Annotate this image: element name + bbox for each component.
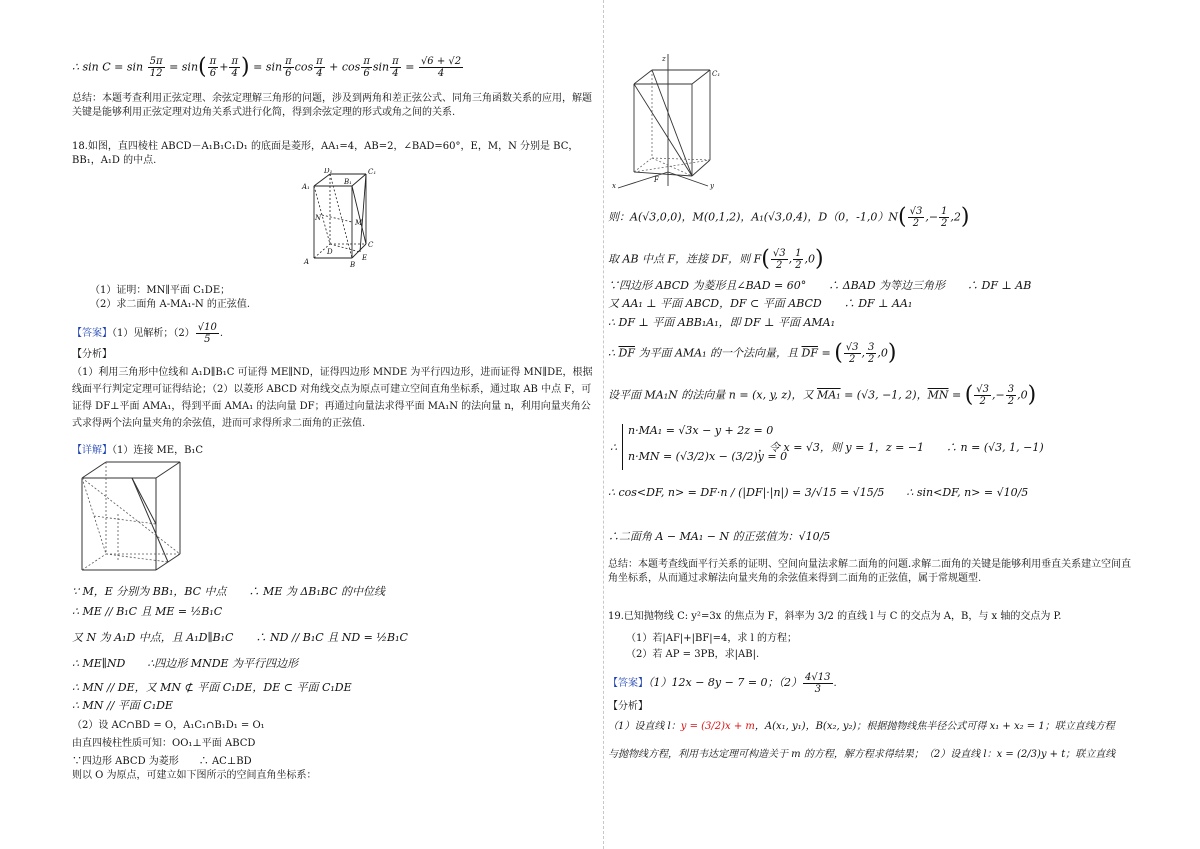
- analysis-18: （1）利用三角形中位线和 A₁D∥B₁C 可证得 ME∥ND，证得四边形 MNDE 为平行四边形，进而证得 MN∥DE，根据线面平行判定定理可证得结论；（2）以菱形 ABCD 对角线交点为原点可建立空间直角坐标系，通过取 AB 中点 F，可证得 DF⊥平面 AMA₁，得到平面 AMA₁ 的法向量 DF；再通过向量法求得平面 MA₁N 的法向量 n，利用向量夹角公式求得两个法向量夹角的余弦值，进而可求得所求二面角的正弦值.: [72, 367, 593, 429]
- line-r2: 取 AB 中点 F，连接 DF，则 F( $\frac{√3}{2}$ , $\frac{1}{2}$ ,0): [608, 246, 824, 272]
- analysis-label: 【分析】: [72, 349, 112, 360]
- line-1: ∵ M，E 分别为 BB₁，BC 中点 ∴ ME 为 ΔB₁BC 的中位线: [72, 585, 385, 598]
- column-divider: [603, 0, 604, 849]
- question-18-part1: （1）证明：MN∥平面 C₁DE；: [90, 285, 231, 296]
- line-4: ∴ ME∥ND ∴四边形 MNDE 为平行四边形: [72, 657, 299, 670]
- question-19-part2: （2）若 AP = 3PB，求|AB|.: [626, 649, 760, 660]
- question-19: 19.已知抛物线 C: y²=3x 的焦点为 F，斜率为 3/2 的直线 l 与 C 的交点为 A，B，与 x 轴的交点为 P.: [608, 611, 1062, 622]
- question-18-part2: （2）求二面角 A-MA₁-N 的正弦值.: [90, 299, 251, 310]
- analysis-19-red-eq: y = (3/2)x + m: [680, 721, 755, 732]
- line-r10: ∴二面角 A − MA₁ − N 的正弦值为：√10/5: [608, 530, 831, 543]
- fig3-label-x: x: [612, 182, 616, 190]
- fig-label-A1: A₁: [302, 183, 310, 191]
- line-3: 又 N 为 A₁D 中点，且 A₁D∥B₁C ∴ ND // B₁C 且 ND = ½B₁C: [72, 631, 408, 644]
- answer-19-text: （1）12x − 8y − 7 = 0；（2）: [648, 676, 803, 689]
- equation-solve: ，令 x = √3，则 y = 1，z = −1 ∴ n = (√3, 1, −1): [758, 441, 1044, 454]
- fig3-label-z: z: [662, 55, 666, 63]
- answer-19-num: 4√13: [805, 672, 831, 683]
- answer-19-den: 3: [814, 684, 821, 695]
- right-column: [608, 0, 1138, 849]
- fig-label-A: A: [304, 258, 310, 266]
- prism-figure: [300, 168, 380, 268]
- answer-19-value: [803, 672, 832, 695]
- analysis-19-line1: [608, 720, 1115, 734]
- equation-system-brace: [622, 424, 623, 470]
- answer-19-label: 【答案】: [608, 678, 648, 689]
- line-9: ∵四边形 ABCD 为菱形 ∴ AC⊥BD: [72, 756, 252, 767]
- detail-label: 【详解】: [72, 445, 112, 456]
- line-r5: ∴ DF ⊥ 平面 ABB₁A₁，即 DF ⊥ 平面 AMA₁: [608, 316, 835, 329]
- therefore-symbol: ∴: [610, 441, 617, 454]
- fig3-label-F: F: [654, 176, 659, 184]
- answer-18: 【答案】（1）见解析；（2） $\frac{√10}{5}$ .: [72, 322, 224, 345]
- question-18: 18.如图，直四棱柱 ABCD－A₁B₁C₁D₁ 的底面是菱形，AA₁=4，AB=2，∠BAD=60°，E，M，N 分别是 BC，BB₁，A₁D 的中点.: [72, 141, 579, 166]
- line-8: 由直四棱柱性质可知：OO₁⊥平面 ABCD: [72, 738, 256, 749]
- left-column: [72, 0, 600, 849]
- fig-label-N: N: [315, 214, 322, 222]
- answer-19: 【答案】（1）12x − 8y − 7 = 0；（2） $\frac{4√13}{3}$ .: [608, 672, 837, 695]
- sinC-derivation: ∴ sin C = sin $\frac{5\pi}{12}$ = sin( $\frac{\pi}{6}$ + $\frac{\pi}{4}$ ) = sin $\frac{\pi}{6}$ cos $\frac{\pi}{4}$ + cos $\frac{\pi}{6}$ sin $\frac{\pi}{4}$ = $\frac{√6 + √2}{4}$: [72, 54, 462, 80]
- question-19-part1: （1）若|AF|+|BF|=4，求 l 的方程；: [626, 633, 797, 644]
- fig-label-C: C: [368, 241, 374, 249]
- line-r4: 又 AA₁ ⊥ 平面 ABCD，DF ⊂ 平面 ABCD ∴ DF ⊥ AA₁: [608, 297, 913, 310]
- analysis-19-line2: 与抛物线方程，利用韦达定理可构造关于 m 的方程，解方程求得结果；（2）设直线 l：x = (2/3)y + t；联立直线: [608, 749, 1116, 760]
- coords-line: 则：A(√3,0,0)，M(0,1,2)，A₁(√3,0,4)，D（0，-1,0）N( $\frac{√3}{2}$ ,− $\frac{1}{2}$ ,2): [608, 204, 970, 230]
- fig-label-E: E: [362, 254, 368, 262]
- fig3-label-y: y: [710, 182, 714, 190]
- line-r9: ∴ cos<DF, n> = DF·n / (|DF|·|n|) = 3/√15 = √15/5 ∴ sin<DF, n> = √10/5: [608, 486, 1029, 499]
- line-r3: ∵四边形 ABCD 为菱形且∠BAD = 60° ∴ ΔBAD 为等边三角形 ∴ DF ⊥ AB: [608, 279, 1032, 292]
- summary-17: 总结：本题考查利用正弦定理、余弦定理解三角形的问题，涉及到两角和差正弦公式、同角三角函数关系的应用，解题关键是能够利用正弦定理对边角关系式进行化简，得到余弦定理的形式或角之间的关系.: [72, 93, 592, 118]
- summary-18: 总结：本题考查线面平行关系的证明、空间向量法求解二面角的问题.求解二面角的关键是能够利用垂直关系建立空间直角坐标系，从而通过求解法向量夹角的余弦值来得到二面角的正弦值，属于常规题型.: [608, 559, 1132, 584]
- fig-label-D: D: [327, 248, 333, 256]
- prism-sketch-figure: [76, 458, 188, 578]
- line-6: ∴ MN // 平面 C₁DE: [72, 699, 173, 712]
- analysis-19-pre: （1）设直线 l：: [608, 721, 681, 732]
- fig-label-C1: C₁: [368, 168, 377, 176]
- answer-label: 【答案】: [72, 328, 112, 339]
- answer-18-text: （1）见解析；（2）: [112, 328, 195, 339]
- line-10: 则以 O 为原点，可建立如下图所示的空间直角坐标系：: [72, 770, 317, 781]
- equation-2: n·MN = (√3/2)x − (3/2)y = 0: [628, 450, 788, 463]
- fig-label-B1: B₁: [344, 178, 352, 186]
- line-r7: 设平面 MA₁N 的法向量 n = (x, y, z)，又 MA₁ = (√3, −1, 2)，$\overline{MN}$ = ( $\frac{√3}{2}$ ,− $\frac{3}{2}$ ,0): [608, 382, 1037, 408]
- fig-label-B: B: [350, 261, 356, 268]
- detail-18-part1: （1）连接 ME，B₁C: [112, 445, 204, 456]
- line-r6: ∴ $\overline{DF}$ 为平面 AMA₁ 的一个法向量，且 $\overline{DF}$ = ( $\frac{√3}{2}$ , $\frac{3}{2}$ ,0): [608, 340, 897, 366]
- detail-18: [72, 444, 203, 458]
- answer-18-num: √10: [197, 322, 217, 333]
- fig3-label-C1: C₁: [712, 70, 721, 78]
- fig-label-M: M: [355, 219, 363, 227]
- line-2: ∴ ME // B₁C 且 ME = ½B₁C: [72, 605, 223, 618]
- line-7: （2）设 AC∩BD = O，A₁C₁∩B₁D₁ = O₁: [72, 720, 265, 731]
- answer-18-value: [196, 322, 219, 345]
- line-5: ∴ MN // DE，又 MN ⊄ 平面 C₁DE，DE ⊂ 平面 C₁DE: [72, 681, 352, 694]
- equation-1: n·MA₁ = √3x − y + 2z = 0: [628, 424, 774, 437]
- analysis-19-label: 【分析】: [608, 701, 648, 712]
- analysis-19-post: ，A(x₁, y₁)，B(x₂, y₂)；根据抛物线焦半径公式可得 x₁ + x₂ = 1；联立直线方程: [754, 721, 1115, 732]
- coordinate-figure: [612, 52, 722, 192]
- fig-label-D1: D₁: [324, 168, 333, 175]
- answer-18-den: 5: [204, 334, 211, 345]
